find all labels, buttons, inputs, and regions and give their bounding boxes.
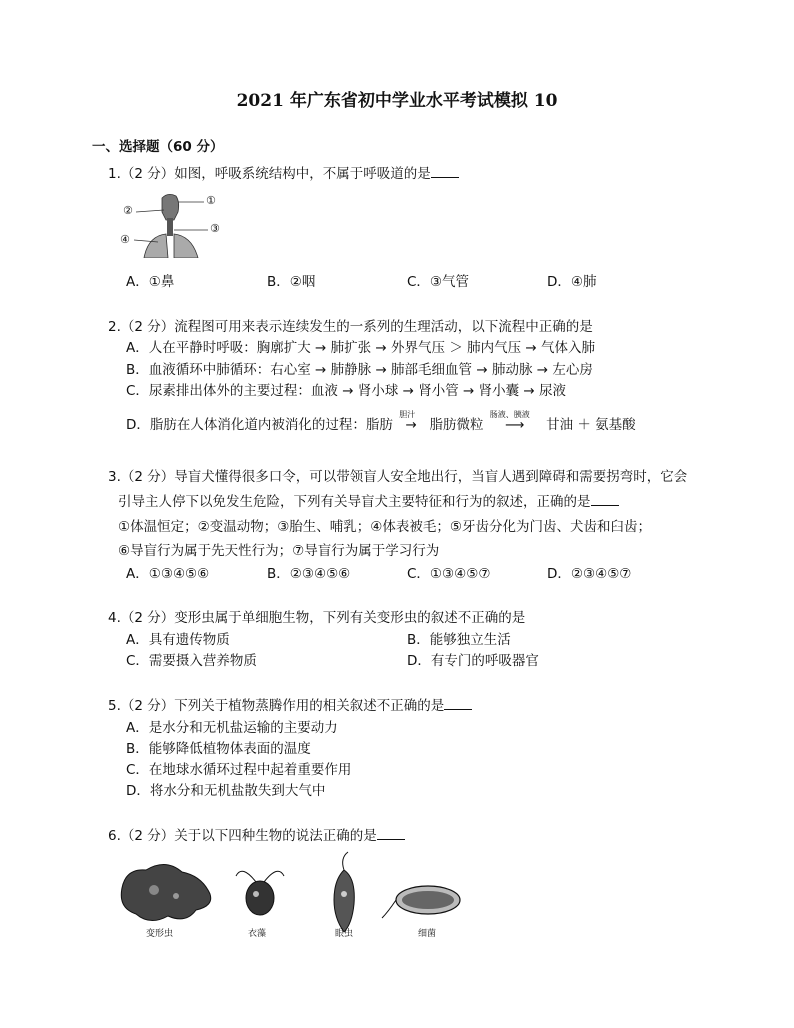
question-2-stem: 2.（2 分）流程图可用来表示连续发生的一系列的生理活动，以下流程中正确的是	[108, 319, 593, 335]
q5-option-c: C．在地球水循环过程中起着重要作用	[126, 762, 352, 778]
q5-option-d: D．将水分和无机盐散失到大气中	[126, 783, 326, 799]
q5-option-a: A．是水分和无机盐运输的主要动力	[126, 720, 338, 736]
respiratory-system-figure	[118, 190, 228, 258]
arrow-intestinal-juice: 肠液、胰液 ⟶	[489, 410, 530, 433]
four-organisms-figure	[116, 848, 468, 948]
question-1-stem: 1.（2 分）如图，呼吸系统结构中，不属于呼吸道的是	[108, 162, 459, 182]
caption-euglena: 眼虫	[335, 929, 354, 939]
page-title: 2021 年广东省初中学业水平考试模拟 10	[236, 91, 558, 111]
q3-option-d: D．②③④⑤⑦	[547, 566, 632, 582]
question-4-stem: 4.（2 分）变形虫属于单细胞生物，下列有关变形虫的叙述不正确的是	[108, 610, 526, 626]
answer-blank	[444, 697, 472, 710]
section-heading: 一、选择题（60 分）	[92, 139, 224, 155]
q4-option-c: C．需要摄入营养物质	[126, 653, 257, 669]
question-5-stem: 5.（2 分）下列关于植物蒸腾作用的相关叙述不正确的是	[108, 694, 472, 714]
q4-option-d: D．有专门的呼吸器官	[407, 653, 539, 669]
label-1: ①	[206, 194, 216, 207]
q1-option-d: D．④肺	[547, 274, 597, 290]
q1-option-b: B．②咽	[267, 274, 316, 290]
q2-option-b: B．血液循环中肺循环：右心室 → 肺静脉 → 肺部毛细血管 → 肺动脉 → 左心房	[126, 362, 593, 378]
arrow-bile: 胆汁 →	[399, 410, 417, 433]
q4-option-a: A．具有遗传物质	[126, 632, 230, 648]
question-3-line-4: ⑥导盲行为属于先天性行为；⑦导盲行为属于学习行为	[118, 543, 440, 559]
label-2: ②	[123, 204, 133, 217]
caption-chlamydomonas: 衣藻	[248, 929, 267, 939]
question-3-line-3: ①体温恒定；②变温动物；③胎生、哺乳；④体表被毛；⑤牙齿分化为门齿、犬齿和臼齿；	[118, 519, 652, 535]
question-3-line-2: 引导主人停下以免发生危险，下列有关导盲犬主要特征和行为的叙述，正确的是	[118, 490, 619, 510]
question-3-line-1: 3.（2 分）导盲犬懂得很多口令，可以带领盲人安全地出行，当盲人遇到障碍和需要拐弯时，它会	[108, 469, 688, 485]
answer-blank	[377, 827, 405, 840]
question-6-stem: 6.（2 分）关于以下四种生物的说法正确的是	[108, 824, 405, 844]
q1-option-c: C．③气管	[407, 274, 470, 290]
label-4: ④	[120, 233, 130, 246]
q4-option-b: B．能够独立生活	[407, 632, 511, 648]
q2-option-d: D．脂肪在人体消化道内被消化的过程：脂肪 胆汁 → 脂肪微粒 肠液、胰液 ⟶ 甘油 ＋ 氨基酸	[126, 410, 636, 433]
q3-option-b: B．②③④⑤⑥	[267, 566, 351, 582]
q3-option-c: C．①③④⑤⑦	[407, 566, 491, 582]
answer-blank	[431, 165, 459, 178]
q2-option-a: A．人在平静时呼吸：胸廓扩大 → 肺扩张 → 外界气压 ＞ 肺内气压 → 气体入肺	[126, 340, 595, 356]
caption-amoeba: 变形虫	[146, 929, 174, 939]
label-3: ③	[210, 222, 220, 235]
answer-blank	[591, 493, 619, 506]
caption-bacterium: 细菌	[418, 929, 437, 939]
q5-option-b: B．能够降低植物体表面的温度	[126, 741, 311, 757]
q2-option-c: C．尿素排出体外的主要过程：血液 → 肾小球 → 肾小管 → 肾小囊 → 尿液	[126, 383, 567, 399]
q3-option-a: A．①③④⑤⑥	[126, 566, 210, 582]
q1-option-a: A．①鼻	[126, 274, 175, 290]
